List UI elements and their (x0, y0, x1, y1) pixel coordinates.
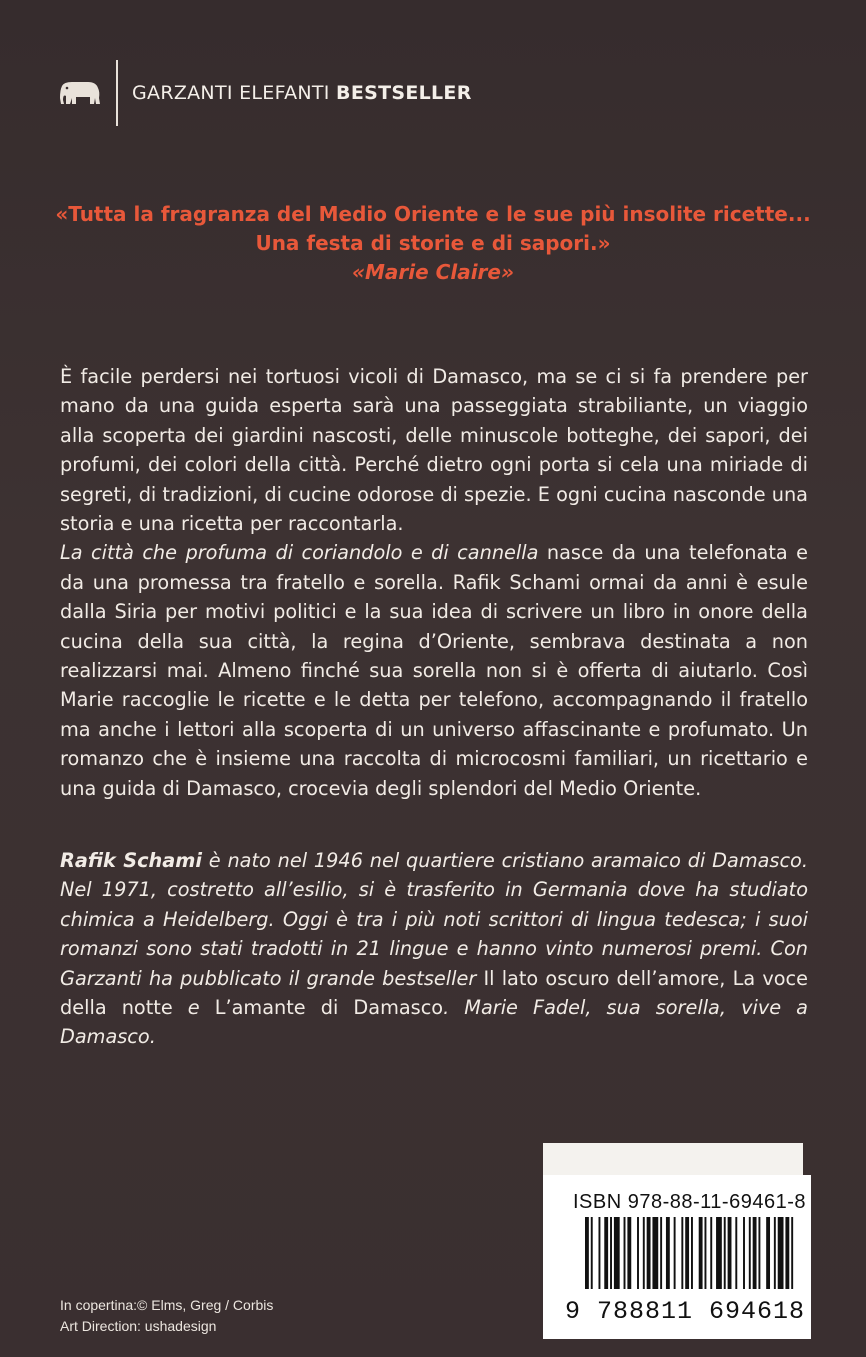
header-divider (116, 60, 118, 126)
author-bio: Rafik Schami è nato nel 1946 nel quartiere cristiano aramaico di Damasco. Nel 1971, costretto all’esilio, si è trasferito in Germania dove ha studiato chimica a Heidelberg. Oggi è tra i più noti scrittori di lingua tedesca; i suoi romanzi sono stati tradotti in 21 lingue e hanno vinto numerosi premi. Con Garzanti ha pubblicato il grande bestseller Il lato oscuro dell’amore, La voce della notte e L’amante di Damasco. Marie Fadel, sua sorella, vive a Damasco. (60, 849, 808, 1049)
book-title: La città che profuma di coriandolo e di cannella (60, 541, 539, 565)
series-name-bold: BESTSELLER (336, 82, 472, 104)
press-quote (0, 200, 866, 287)
credits (60, 1295, 273, 1337)
barcode-digits: 9 788811 694618 (565, 1297, 806, 1326)
quote-line-2: Una festa di storie e di sapori.» (255, 231, 611, 255)
series-name: GARZANTI ELEFANTI BESTSELLER (132, 82, 472, 104)
bio-title-3: L’amante di Damasco (214, 996, 444, 1020)
series-header (58, 60, 472, 126)
elephant-icon (58, 80, 102, 106)
book-description (60, 362, 808, 803)
barcode-bars (585, 1217, 797, 1289)
art-direction-credit: Art Direction: ushadesign (60, 1318, 217, 1334)
cover-credit: In copertina:© Elms, Greg / Corbis (60, 1297, 274, 1313)
author-name: Rafik Schami (60, 849, 202, 872)
description-paragraph-1: È facile perdersi nei tortuosi vicoli di Damasco, ma se ci si fa prendere per mano da una guida esperta sarà una passeggiata strabiliante, un viaggio alla scoperta dei giardini nascosti, delle minuscole botteghe, dei sapori, dei profumi, dei colori della città. Perché dietro ogni porta si cela una miriade di segreti, di tradizioni, di cucine odorose di spezie. E ogni cucina nasconde una storia e una ricetta per raccontarla. (60, 365, 808, 536)
bio-titles: Il lato oscuro dell’amore, La voce della notte (60, 966, 808, 1020)
barcode-label (543, 1175, 811, 1339)
description-paragraph-2: La città che profuma di coriandolo e di cannella nasce da una telefonata e da una promessa tra fratello e sorella. Rafik Schami ormai da anni è esule dalla Siria per motivi politici e la sua idea di scrivere un libro in onore della cucina della sua città, la regina d’Oriente, sembrava destinata a non realizzarsi mai. Almeno finché sua sorella non si è offerta di aiutarlo. Così Marie raccoglie le ricette e le detta per telefono, accompagnando il fratello ma anche i lettori alla scoperta di un universo affascinante e profumato. Un romanzo che è insieme una raccolta di microcosmi familiari, un ricettario e una guida di Damasco, crocevia degli splendori del Medio Oriente. (60, 541, 808, 800)
quote-line-1: «Tutta la fragranza del Medio Oriente e le sue più insolite ricette... (55, 202, 811, 226)
isbn-text: ISBN 978-88-11-69461-8 (573, 1191, 806, 1213)
quote-source: «Marie Claire» (352, 260, 514, 284)
